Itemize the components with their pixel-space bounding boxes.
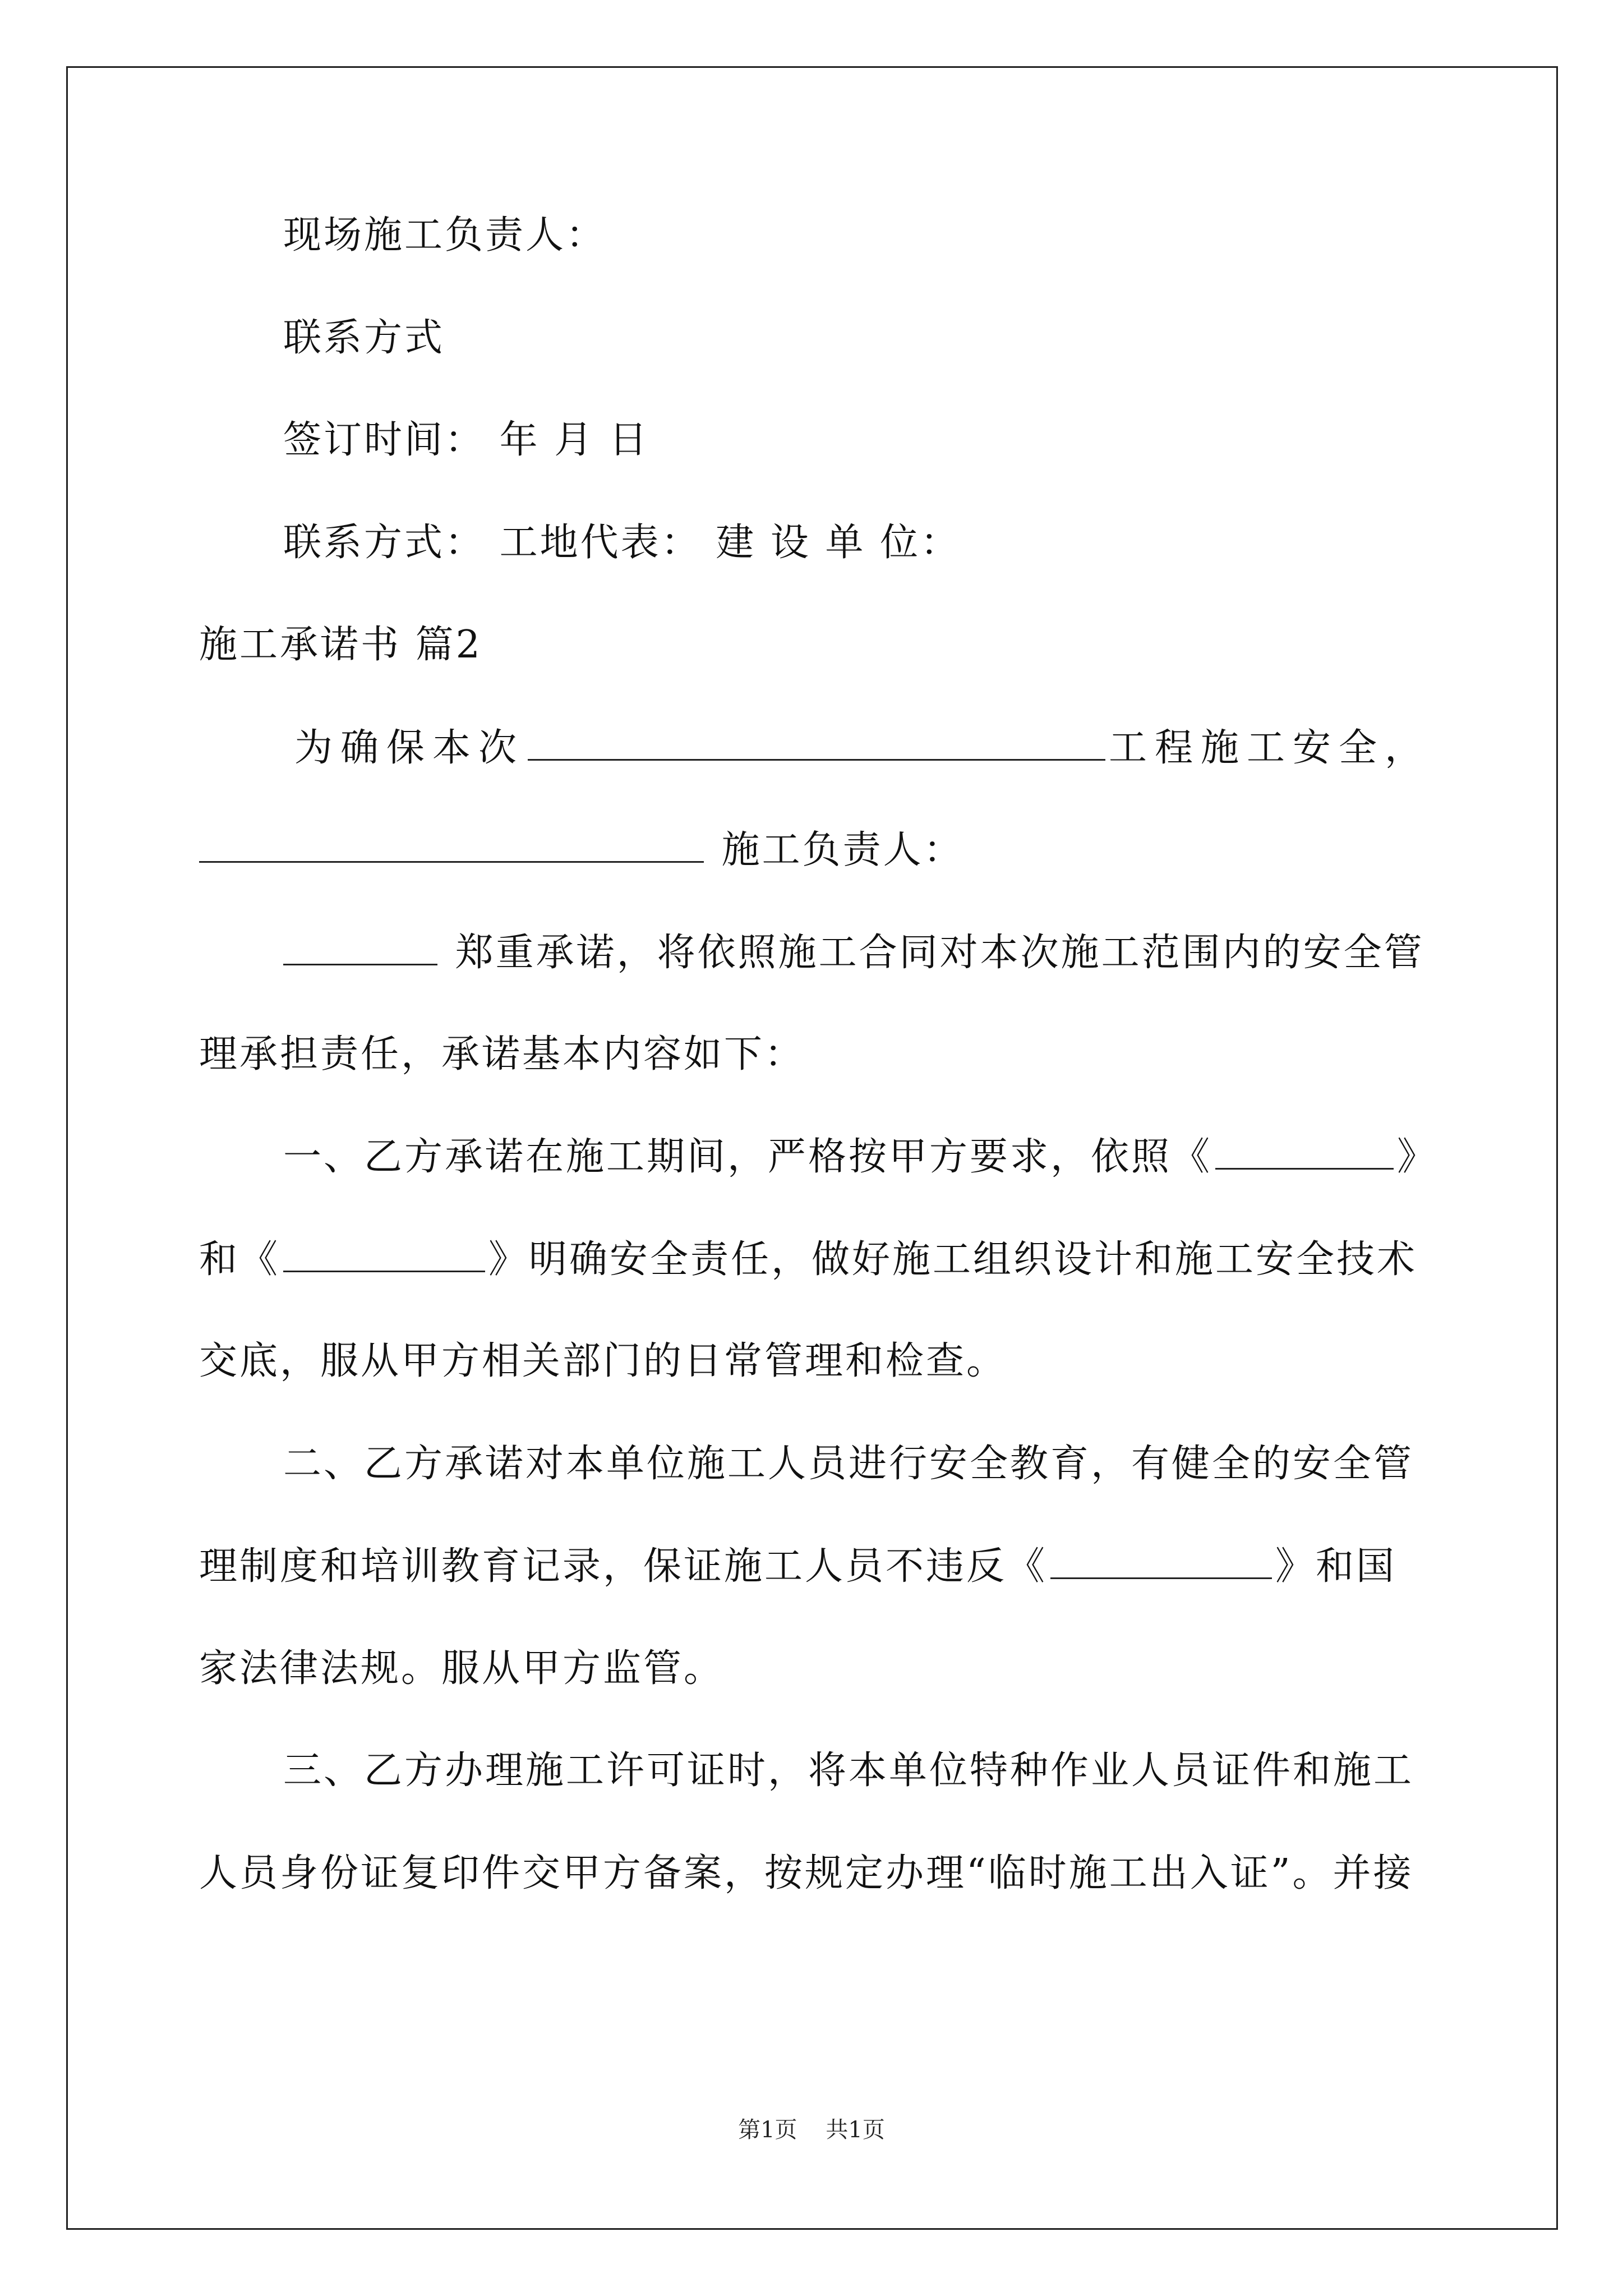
section-heading: [199, 623, 482, 668]
clause-two-line: [199, 1544, 1396, 1589]
fill-in-blank: [283, 930, 437, 965]
line-text: 郑重承诺，将依照施工合同对本次施工范围内的安全管: [441, 931, 1424, 975]
clause-one-line: [283, 1134, 1437, 1180]
line-text: 签订时间： 年 月 日: [283, 418, 649, 462]
page-number-footer: 第1页 共1页: [738, 2117, 885, 2143]
line-text: 联系方式： 工地代表： 建 设 单 位：: [283, 521, 961, 565]
signing-date-line: [283, 418, 649, 463]
heading-text: 施工承诺书 篇2: [199, 623, 482, 667]
fill-in-blank: [528, 725, 1105, 761]
line-text: 理制度和培训教育记录，保证施工人员不违反《: [199, 1544, 1048, 1589]
fill-in-blank: [1050, 1544, 1272, 1579]
clause-three-line: [283, 1749, 1414, 1793]
clause-one-line: [199, 1237, 1417, 1282]
line-text: 三、乙方办理施工许可证时，将本单位特种作业人员证件和施工: [283, 1749, 1414, 1793]
line-text: 家法律法规。服从甲方监管。: [199, 1646, 725, 1691]
paragraph-line: [199, 1032, 805, 1077]
fill-in-blank: [1215, 1134, 1394, 1170]
paragraph-line: [199, 827, 964, 873]
line-text: 》和国: [1275, 1544, 1397, 1589]
contact-line: [283, 316, 445, 361]
fill-in-blank: [283, 1237, 485, 1272]
line-text: 为确保本次: [294, 726, 525, 770]
clause-three-line: [199, 1851, 1414, 1896]
line-text: 》: [1397, 1135, 1438, 1179]
fill-in-blank: [199, 827, 704, 863]
line-text: 理承担责任，承诺基本内容如下：: [199, 1032, 805, 1076]
line-text: 现场施工负责人：: [283, 213, 607, 257]
line-text: 施工负责人：: [707, 828, 964, 872]
line-text: 和《: [199, 1237, 280, 1282]
clause-two-line: [283, 1442, 1414, 1487]
responsible-person-line: [283, 213, 606, 258]
line-text: 一、乙方承诺在施工期间，严格按甲方要求，依照《: [283, 1135, 1212, 1179]
paragraph-line: [294, 725, 1431, 771]
paragraph-line: [283, 930, 1424, 976]
line-text: 人员身份证复印件交甲方备案，按规定办理“临时施工出入证”。并接: [199, 1851, 1414, 1895]
line-text: 联系方式: [283, 316, 445, 360]
clause-one-line: [199, 1339, 1007, 1384]
line-text: 工程施工安全，: [1109, 726, 1431, 770]
line-text: 》明确安全责任，做好施工组织设计和施工安全技术: [488, 1237, 1418, 1282]
line-text: 二、乙方承诺对本单位施工人员进行安全教育，有健全的安全管: [283, 1442, 1414, 1486]
clause-two-line: [199, 1646, 724, 1691]
signature-block-line: [283, 521, 961, 565]
line-text: 交底，服从甲方相关部门的日常管理和检查。: [199, 1339, 1007, 1383]
